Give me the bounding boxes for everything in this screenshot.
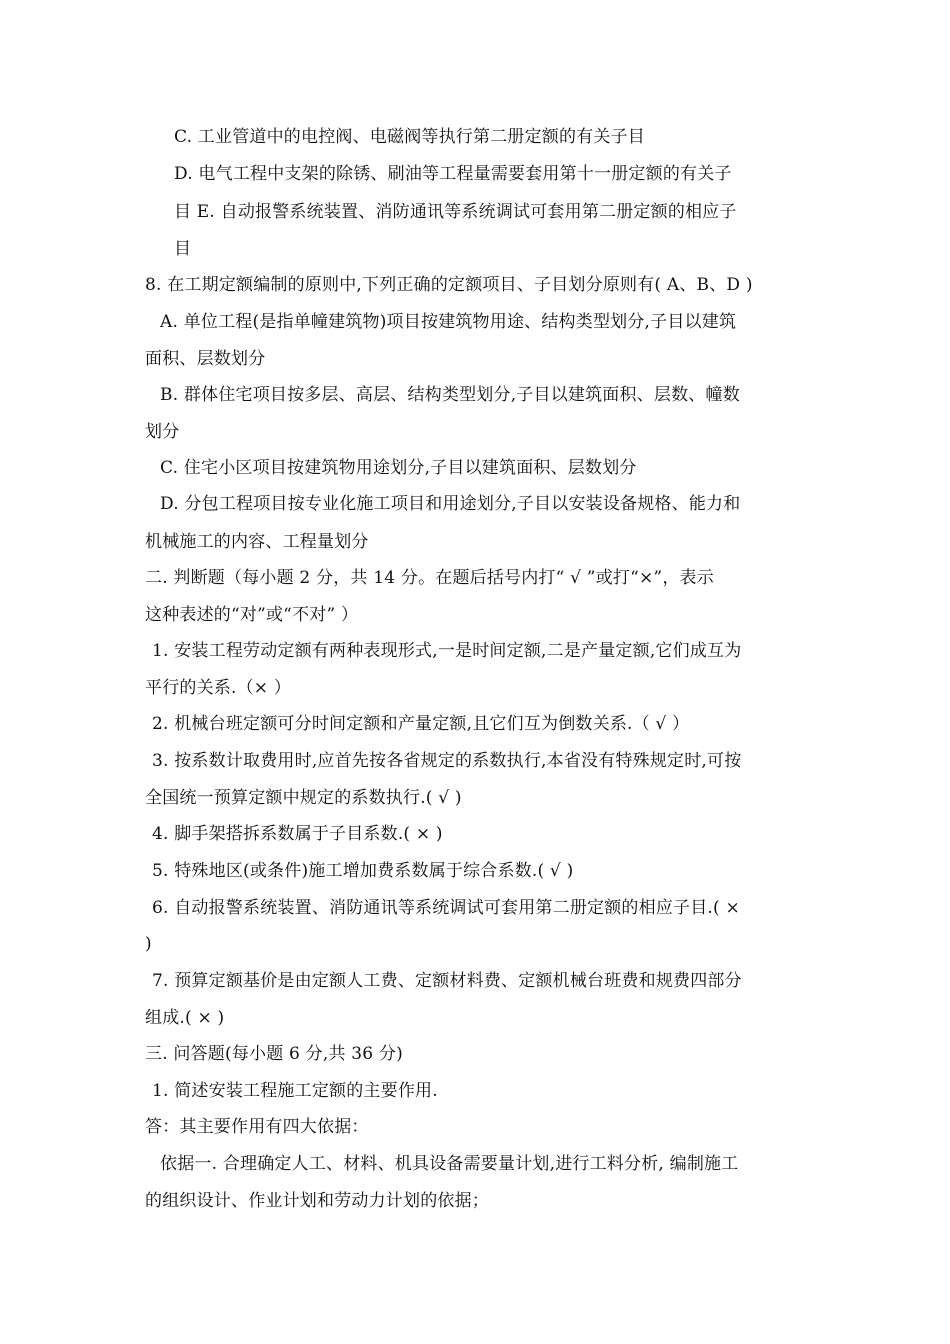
section-2-heading: 二. 判断题（每小题 2 分，共 14 分。在题后括号内打“ √ ”或打“×”，表示	[145, 568, 714, 588]
judgment-item-2: 2. 机械台班定额可分时间定额和产量定额,且它们互为倒数关系.（ √ ）	[152, 714, 690, 734]
qa-question-1: 1. 简述安装工程施工定额的主要作用.	[152, 1081, 438, 1101]
q8-option-a-continuation: 面积、层数划分	[145, 349, 266, 369]
q8-option-b-continuation: 划分	[145, 422, 180, 442]
q8-option-d-continuation: 机械施工的内容、工程量划分	[145, 532, 369, 552]
qa-answer-basis-1: 依据一. 合理确定人工、材料、机具设备需要量计划,进行工料分析, 编制施工	[160, 1154, 739, 1174]
judgment-item-3: 3. 按系数计取费用时,应首先按各省规定的系数执行,本省没有特殊规定时,可按	[152, 751, 742, 771]
qa-answer-intro: 答：其主要作用有四大依据：	[145, 1117, 369, 1137]
judgment-item-1: 1. 安装工程劳动定额有两种表现形式,一是时间定额,二是产量定额,它们成互为	[152, 641, 742, 661]
section-3-heading: 三. 问答题(每小题 6 分,共 36 分)	[145, 1044, 403, 1064]
section-2-heading-continuation: 这种表述的“对”或“不对” ）	[145, 605, 359, 625]
option-e-continuation: 目	[174, 239, 192, 259]
judgment-item-7-continuation: 组成.( × )	[145, 1008, 225, 1028]
judgment-item-3-continuation: 全国统一预算定额中规定的系数执行.( √ )	[145, 788, 462, 808]
option-c-text: C. 工业管道中的电控阀、电磁阀等执行第二册定额的有关子目	[174, 127, 646, 147]
judgment-item-6: 6. 自动报警系统装置、消防通讯等系统调试可套用第二册定额的相应子目.( ×	[152, 898, 740, 918]
judgment-item-7: 7. 预算定额基价是由定额人工费、定额材料费、定额机械台班费和规费四部分	[152, 971, 742, 991]
option-d-text: D. 电气工程中支架的除锈、刷油等工程量需要套用第十一册定额的有关子	[174, 164, 732, 184]
option-e-text: 目 E. 自动报警系统装置、消防通讯等系统调试可套用第二册定额的相应子	[174, 202, 737, 222]
q8-option-d: D. 分包工程项目按专业化施工项目和用途划分,子目以安装设备规格、能力和	[160, 494, 741, 514]
q8-option-a: A. 单位工程(是指单幢建筑物)项目按建筑物用途、结构类型划分,子目以建筑	[160, 312, 737, 332]
q8-option-c: C. 住宅小区项目按建筑物用途划分,子目以建筑面积、层数划分	[160, 458, 637, 478]
question-8-text: 8. 在工期定额编制的原则中,下列正确的定额项目、子目划分原则有( A、B、D )	[145, 275, 753, 295]
judgment-item-6-continuation: )	[145, 934, 152, 954]
judgment-item-4: 4. 脚手架搭拆系数属于子目系数.( × )	[152, 824, 443, 844]
judgment-item-1-continuation: 平行的关系.（× ）	[145, 678, 292, 698]
qa-answer-basis-1-continuation: 的组织设计、作业计划和劳动力计划的依据；	[145, 1191, 489, 1211]
q8-option-b: B. 群体住宅项目按多层、高层、结构类型划分,子目以建筑面积、层数、幢数	[160, 385, 740, 405]
judgment-item-5: 5. 特殊地区(或条件)施工增加费系数属于综合系数.( √ )	[152, 861, 574, 881]
